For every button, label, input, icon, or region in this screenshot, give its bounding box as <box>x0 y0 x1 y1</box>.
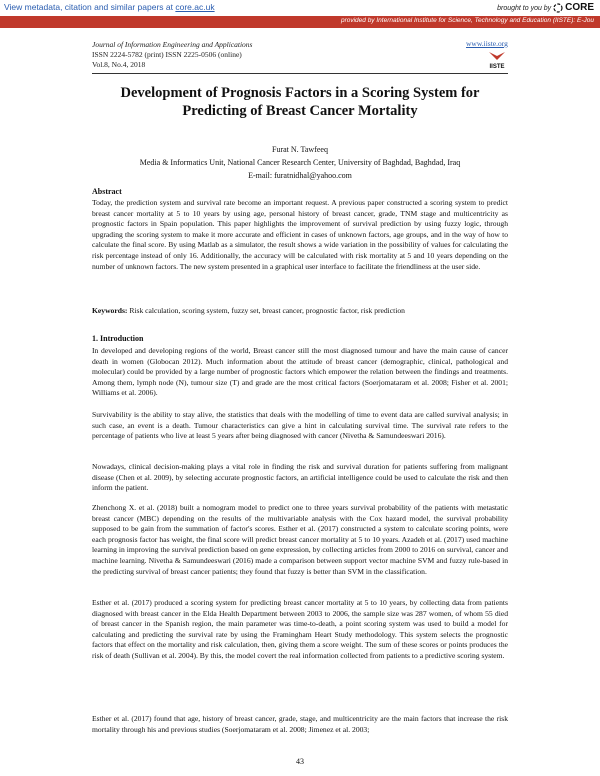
intro-paragraph-6: Esther et al. (2017) found that age, history of breast cancer, grade, stage, and multicentricity are the main factors that increase the risk mortality through his and previous studies (Soerjomataram et al. 2008; Jimenez et al. 2003; <box>92 714 508 734</box>
abstract-heading: Abstract <box>92 187 122 196</box>
core-banner <box>0 0 600 16</box>
provider-text: provided by International Institute for Science, Technology and Education (IISTE): E-Jou <box>340 17 594 24</box>
journal-volume: Vol.8, No.4, 2018 <box>92 60 146 69</box>
intro-paragraph-4: Zhenchong X. et al. (2018) built a nomogram model to predict one to three years survival probability of the patients with metastatic breast cancer (MBC) depending on the results of the multivariable analysis with the Cox hazard model, the survival probability supposed to be gain from the summation of factor's scores. Esther et al. (2017) constructed a system to calculate scoring points, were each prognosis factor has weight, the final score will predict breast cancer mortality at 5 to 10 years. Azadeh et al. (2017) used machine learning in improving the survival prediction based on gene expression, by collecting articles from 2000 to 2016 on survival, cancer and machine learning. Nivetha & Samundeeswari (2016) made a comparison between support vector machine SVM and fuzzy rule-based in the predicting survival of breast cancer patients; they found that fuzzy is better than SVM in the classification. <box>92 503 508 576</box>
intro-paragraph-5: Esther et al. (2017) produced a scoring system for predicting breast cancer mortality at 5 to 10 years, by collecting data from patients diagnosed with breast cancer in the Elda Health Department between 2003 to 2006, the sample size was 287 women, of whom 55 died of breast cancer in the Spanish region, the main parameter was time-to-death, a point scoring system was used to build a model for calculating and predicting the survival rate by using the Framingham Heart Study methodology. This system selects the prognostic factors that effect on the mortality and risk calculation, then, giving them a score weight. The sum of these scores or points produces the risk of death (Sullivan et al. 2004). By this, the model covert the real information collected from patients to a predictive scoring system. <box>92 598 508 660</box>
intro-paragraph-3: Nowadays, clinical decision-making plays a vital role in finding the risk and survival duration for patients suffering from malignant disease (Chen et al. 2009), by selecting accurate prognostic factors, an artificial intelligence could be used to calculate the risk and then inform the patient. <box>92 462 508 493</box>
author-name: Furat N. Tawfeeq <box>272 145 328 154</box>
intro-paragraph-2: Survivability is the ability to stay alive, the statistics that deals with the modelling of time to event data are called survival analysis; in such case, an event is a death. Tumour characteristics can give a hint in calculating survival time. The survival rate refers to the percentage of patients who live at least 5 years after being diagnosed with cancer (Nivetha & Samundeeswari 2016). <box>92 410 508 441</box>
journal-info <box>92 40 252 70</box>
header-rule <box>92 73 508 74</box>
provider-bar <box>0 16 600 28</box>
journal-website-link[interactable]: www.iiste.org <box>466 39 508 48</box>
core-logo-icon <box>553 3 563 13</box>
intro-paragraph-1: In developed and developing regions of the world, Breast cancer still the most diagnosed tumour and have the main cause of cancer death in women (Globocan 2012). Much information about the attitude of breast cancer (demographic, clinical, pathological and molecular) could be provided by a large number of prognostic factors which empower the relation between the findings and treatments. Among them, lymph node (N), tumour size (T) and grade are the most critical factors (Soerjomataram et al. 2008; Fisher et al. 2001; Williams et al. 2006). <box>92 346 508 398</box>
author-affiliation: Media & Informatics Unit, National Cancer Research Center, University of Baghdad, Baghdad, Iraq <box>139 158 461 167</box>
keywords <box>92 306 508 317</box>
iiste-logo-text: IISTE <box>489 64 505 70</box>
journal-issn: ISSN 2224-5782 (print) ISSN 2225-0506 (online) <box>92 50 242 59</box>
core-brand: CORE <box>565 2 594 13</box>
keywords-label: Keywords: <box>92 306 128 315</box>
abstract-text: Today, the prediction system and survival rate become an important request. A previous paper constructed a scoring system to predict breast cancer mortality at 5 to 10 years by using age, personal history of breast cancer, grade, TNM stage and multicentricity as prognostic factors in Spain population. This paper highlights the improvement of survival prediction by using fuzzy logic, through upgrading the scoring system to make it more accurate and efficient in cases of unknown factors, age groups, and in the way of how to calculate the final score. By using Matlab as a simulator, the result shows a wide variation in the possibility of values for calculating the risk percentage instead of only 16. Additionally, the accuracy will be calculated with risk mortality at 5 and 10 years depending on the number of unknown factors. The new system presented in a graphical user interface to facilitate the friendliness at the user side. <box>92 198 508 271</box>
paper-title: Development of Prognosis Factors in a Scoring System for Predicting of Breast Cancer Mortality <box>120 85 480 119</box>
brought-by[interactable]: brought to you by CORE <box>497 2 594 13</box>
page-number: 43 <box>296 757 304 766</box>
iiste-logo-icon <box>486 50 508 70</box>
core-link[interactable]: core.ac.uk <box>175 2 215 12</box>
journal-name: Journal of Information Engineering and Applications <box>92 40 253 49</box>
section-heading: 1. Introduction <box>92 334 144 343</box>
keywords-text: Risk calculation, scoring system, fuzzy set, breast cancer, prognostic factor, risk prediction <box>129 306 405 315</box>
metadata-link-text[interactable]: View metadata, citation and similar papers at core.ac.uk <box>4 2 215 12</box>
author-email: E-mail: furatnidhal@yahoo.com <box>248 171 352 180</box>
